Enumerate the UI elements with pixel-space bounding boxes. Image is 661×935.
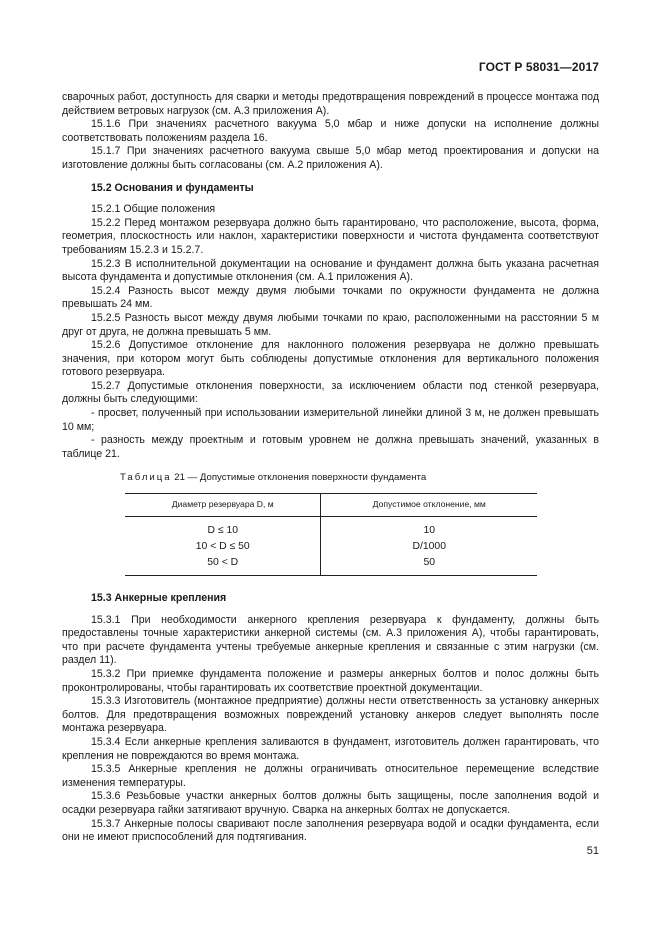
- list-item: - разность между проектным и готовым уровнем не должна превышать значений, указанных в таблице 21.: [62, 434, 599, 460]
- table-row: [125, 539, 537, 555]
- paragraph: 15.3.3 Изготовитель (монтажное предприятие) должны нести ответственность за установку анкерных болтов. Для предотвращения возможных повреждений установку анкеров следует выполнять после монтажа резервуара.: [62, 695, 599, 735]
- deviation-table: [125, 493, 537, 576]
- table-cell-diameter: D ≤ 10: [125, 517, 321, 540]
- document-header: ГОСТ Р 58031—2017: [478, 60, 599, 74]
- table-caption: [120, 471, 599, 485]
- paragraph: 15.2.2 Перед монтажом резервуара должно быть гарантировано, что расположение, высота, форма, геометрия, плоскостность или наклон, характеристики поверхности и чистота фундамента соответствуют требованиям 15.2.3 и 15.2.7.: [62, 216, 599, 256]
- page-number: 51: [586, 845, 599, 857]
- paragraph: 15.3.1 При необходимости анкерного крепления резервуара к фундаменту, должны быть предоставлены точные характеристики анкерной системы (см. А.3 приложения А), чтобы гарантировать, что при расчете фундамента учтены требуемые анкерные крепления и связанные с этим нагрузки (см. раздел 11).: [62, 613, 599, 667]
- paragraph: 15.3.2 При приемке фундамента положение и размеры анкерных болтов и полос должны быть проконтролированы, чтобы гарантировать их соответствие проектной документации.: [62, 668, 599, 694]
- table-cell-diameter: 50 < D: [125, 555, 321, 576]
- section-heading: 15.3 Анкерные крепления: [91, 592, 227, 605]
- paragraph: 15.3.7 Анкерные полосы сваривают после заполнения резервуара водой и осадки фундамента, если они не имеют приспособлений для подтягивания.: [62, 817, 599, 844]
- page-body: [62, 91, 599, 845]
- table-row: [125, 517, 537, 540]
- list-item: - просвет, полученный при использовании измерительной линейки длиной 3 м, не должен превышать 10 мм;: [62, 407, 599, 433]
- paragraph: 15.3.5 Анкерные крепления не должны ограничивать относительное перемещение вследствие изменения температуры.: [62, 763, 599, 789]
- paragraph: 15.1.7 При значениях расчетного вакуума свыше 5,0 мбар метод проектирования и допуски на изготовление должны быть согласованы (см. А.2 приложения А).: [62, 145, 599, 171]
- section-heading: 15.2 Основания и фундаменты: [91, 181, 254, 194]
- paragraph: сварочных работ, доступность для сварки и методы предотвращения повреждений в процессе монтажа под действием ветровых нагрузок (см. А.3 приложения А).: [62, 91, 599, 117]
- paragraph: 15.3.6 Резьбовые участки анкерных болтов должны быть защищены, после заполнения водой и осадки резервуара гайки затягивают вручную. Сварка на анкерных болтах не допускается.: [62, 790, 599, 816]
- paragraph: 15.2.7 Допустимые отклонения поверхности, за исключением области под стенкой резервуара, должны быть следующими:: [62, 379, 599, 406]
- table-cell-deviation: 10: [423, 525, 436, 537]
- paragraph: 15.3.4 Если анкерные крепления заливаются в фундамент, изготовитель должен гарантировать, что крепления не повреждаются во время монтажа.: [62, 735, 599, 762]
- table-cell-deviation: 50: [321, 555, 537, 576]
- table-caption-word: Таблица: [120, 472, 172, 484]
- paragraph: 15.2.4 Разность высот между двумя любыми точками по окружности фундамента не должна превышать 24 мм.: [62, 284, 599, 311]
- paragraph: 15.2.3 В исполнительной документации на основание и фундамент должна быть указана расчетная высота фундамента и допустимые отклонения (см. А.1 приложения А).: [62, 257, 599, 284]
- table-caption-text: 21 — Допустимые отклонения поверхности фундамента: [171, 472, 427, 484]
- paragraph: 15.2.6 Допустимое отклонение для наклонного положения резервуара не должно превышать значения, при котором могут быть соблюдены допустимые отклонения для вертикального положения готового резервуара.: [62, 339, 599, 379]
- table-cell-deviation: D/1000: [412, 541, 446, 553]
- table-cell-diameter: 10 < D ≤ 50: [125, 539, 321, 555]
- table-row: [125, 555, 537, 576]
- paragraph: 15.2.1 Общие положения: [91, 203, 216, 216]
- paragraph: 15.1.6 При значениях расчетного вакуума 5,0 мбар и ниже допуски на исполнение должны соответствовать положениям раздела 16.: [62, 118, 599, 144]
- paragraph: 15.2.5 Разность высот между двумя любыми точками по краю, расположенными на расстоянии 5 м друг от друга, не должна превышать 5 мм.: [62, 311, 599, 338]
- column-header-diameter: Диаметр резервуара D, м: [125, 494, 321, 517]
- column-header-deviation: Допустимое отклонение, мм: [321, 494, 537, 517]
